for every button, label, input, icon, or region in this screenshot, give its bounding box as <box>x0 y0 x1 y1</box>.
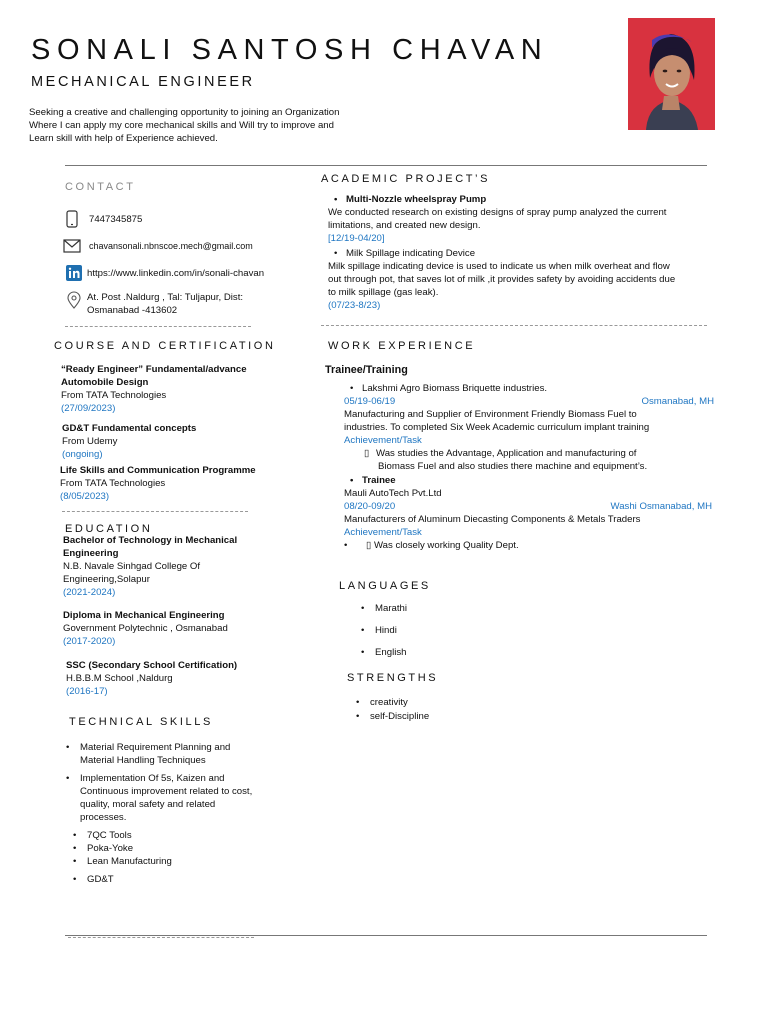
list-item: • Lean Manufacturing <box>73 855 276 868</box>
list-item: • self-Discipline <box>356 710 429 723</box>
contact-heading: CONTACT <box>65 181 136 193</box>
education-item: Bachelor of Technology in Mechanical Engineering N.B. Navale Sinhgad College Of Engineering,Solapur (2021-2024) <box>63 535 238 598</box>
list-item: • Implementation Of 5s, Kaizen and Continuous improvement related to cost, quality, moral safety and related processes. <box>66 772 276 824</box>
objective-text: Seeking a creative and challenging opportunity to joining an Organization Where I can apply my core mechanical skills and Will try to improve and Learn skill with help of Experience achieved. <box>29 107 340 144</box>
list-item: • Marathi <box>361 602 407 615</box>
list-item: • English <box>361 646 407 659</box>
profile-photo <box>628 18 715 130</box>
course-item: Life Skills and Communication Programme From TATA Technologies (8/05/2023) <box>60 465 256 502</box>
work-heading: WORK EXPERIENCE <box>328 340 476 352</box>
contact-phone[interactable] <box>63 210 142 228</box>
linkedin-url: https://www.linkedin.com/in/sonali-chavan <box>87 267 265 279</box>
job-item: Lakshmi Agro Biomass Briquette industries. 05/19-06/19 Osmanabad, MH Manufacturing and Supplier of Environment Friendly Biomass Fuel to industries. To completed Six Week Academic curriculum implant training Achievement/Task ▯ Was studies the Advantage, Application and manufacturing of Biomass Fuel and also studies there machine and equipment’s. <box>344 383 714 472</box>
work-subheading: Trainee/Training <box>325 364 408 376</box>
technical-skills-list <box>66 741 276 886</box>
strengths-list <box>356 696 429 723</box>
location-pin-icon <box>65 291 83 309</box>
top-divider <box>65 165 707 166</box>
education-item: SSC (Secondary School Certification) H.B.B.M School ,Naldurg (2016-17) <box>66 660 238 697</box>
email-icon <box>63 237 81 255</box>
course-item: GD&T Fundamental concepts From Udemy (ongoing) <box>62 423 197 460</box>
course-item: “Ready Engineer” Fundamental/advance Automobile Design From TATA Technologies (27/09/2023) <box>61 364 247 414</box>
project-item: Multi-Nozzle wheelspray Pump We conducted research on existing designs of spray pump analyzed the current limitations, and created new design. [12/19-04/20] <box>328 194 667 244</box>
bottom-dashed-divider <box>68 937 254 938</box>
bottom-divider <box>65 935 707 936</box>
courses-heading: COURSE AND CERTIFICATION <box>54 340 276 352</box>
list-item: • Poka-Yoke <box>73 842 276 855</box>
list-item: • GD&T <box>73 873 276 886</box>
candidate-name: SONALI SANTOSH CHAVAN <box>31 34 549 66</box>
list-item: • Material Requirement Planning and Material Handling Techniques <box>66 741 276 767</box>
list-item: • Hindi <box>361 624 407 637</box>
list-item: • creativity <box>356 696 429 709</box>
contact-email[interactable] <box>63 237 253 255</box>
languages-list <box>361 602 407 659</box>
contact-divider <box>65 326 251 327</box>
linkedin-icon <box>65 264 83 282</box>
address-line-1: At. Post .Naldurg , Tal: Tuljapur, Dist: <box>87 292 244 303</box>
project-item: Milk Spillage indicating Device Milk spillage indicating device is used to indicate us when milk overheat and flow out through pot, that saves lot of milk ,it provides safety by avoiding accidents due to milk spillage (gas leak). (07/23-8/23) <box>328 248 676 311</box>
courses-divider <box>62 511 248 512</box>
job-title: MECHANICAL ENGINEER <box>31 74 255 90</box>
education-item: Diploma in Mechanical Engineering Government Polytechnic , Osmanabad (2017-2020) <box>63 610 228 647</box>
contact-linkedin[interactable] <box>65 264 264 282</box>
phone-icon <box>63 210 81 228</box>
contact-address <box>65 291 243 317</box>
projects-heading: ACADEMIC PROJECT’S <box>321 173 491 185</box>
email-address: chavansonali.nbnscoe.mech@gmail.com <box>89 241 253 251</box>
address-line-2: Osmanabad -413602 <box>87 305 178 316</box>
phone-number: 7447345875 <box>89 213 143 225</box>
languages-heading: LANGUAGES <box>339 580 431 592</box>
list-item: • 7QC Tools <box>73 829 276 842</box>
education-heading: EDUCATION <box>65 523 153 535</box>
technical-skills-heading: TECHNICAL SKILLS <box>69 716 213 728</box>
job-item: Trainee Mauli AutoTech Pvt.Ltd 08/20-09/20 Washi Osmanabad, MH Manufacturers of Aluminum Diecasting Components & Metals Traders Achievement/Task ▯ Was closely working Quality Dept. <box>344 475 712 551</box>
projects-divider <box>321 325 707 326</box>
strengths-heading: STRENGTHS <box>347 672 439 684</box>
